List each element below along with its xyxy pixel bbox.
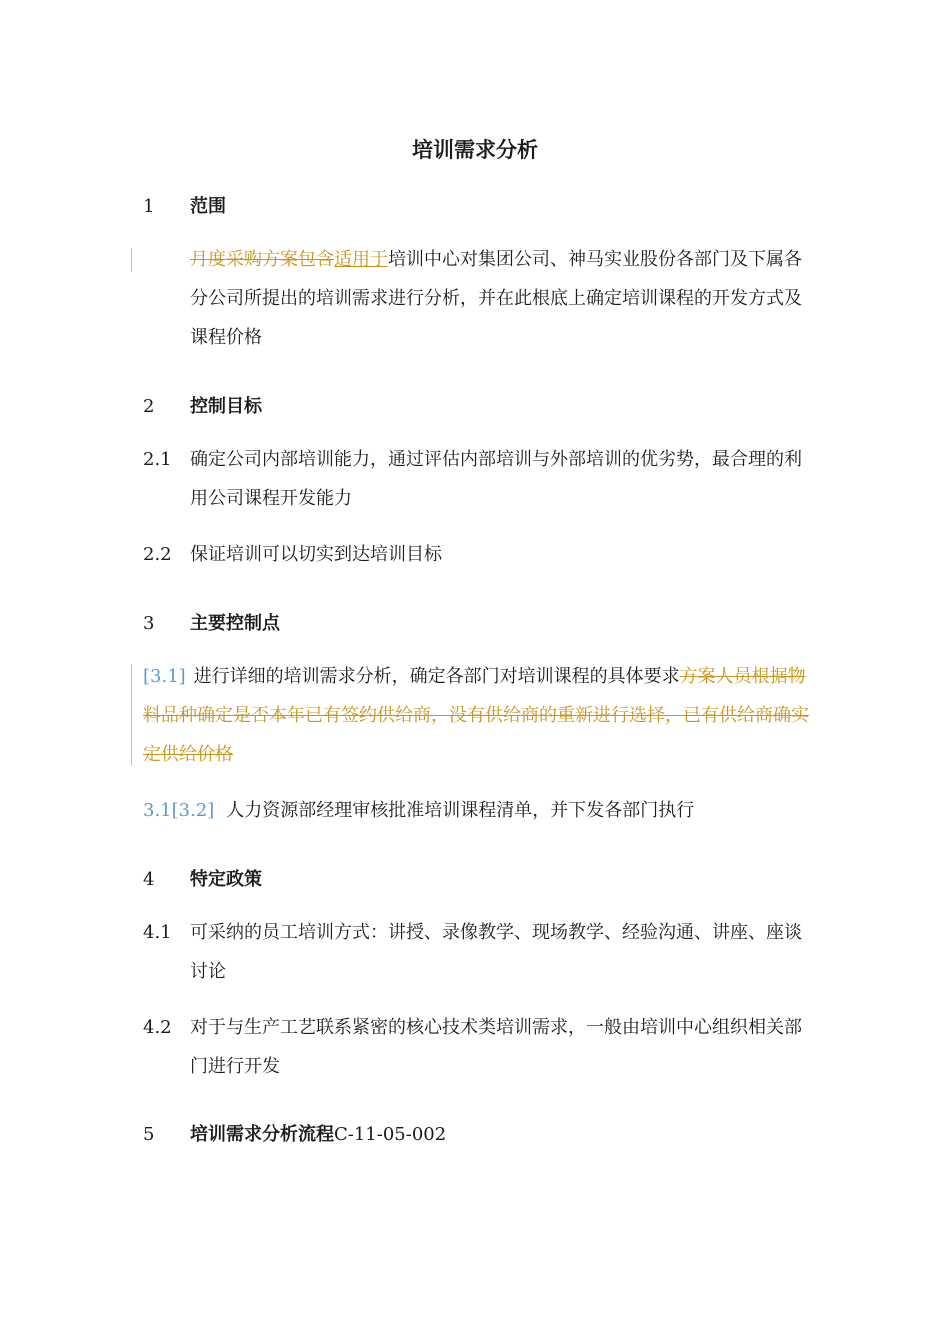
- process-code: C-11-05-002: [334, 1124, 447, 1145]
- section-5-heading: [143, 1120, 446, 1146]
- section-title: 主要控制点: [190, 613, 280, 634]
- section-2-heading: [143, 392, 262, 418]
- list-item-3-1: [143, 657, 815, 774]
- reference-marker: [3.1]: [143, 666, 186, 687]
- item-number: 2.1: [143, 449, 172, 470]
- section-4-heading: [143, 865, 262, 891]
- section-number: 5: [143, 1124, 155, 1145]
- list-item-2-2: [143, 535, 815, 574]
- change-bar: [131, 664, 132, 766]
- list-item-2-1: [143, 440, 815, 518]
- item-number: 4.2: [143, 1017, 172, 1038]
- item-text: 可采纳的员工培训方式：讲授、录像教学、现场教学、经验沟通、讲座、座谈讨论: [190, 922, 802, 982]
- item-text: 保证培训可以切实到达培训目标: [190, 544, 442, 565]
- section-title: 特定政策: [190, 869, 262, 890]
- item-text: 对于与生产工艺联系紧密的核心技术类培训需求，一般由培训中心组织相关部门进行开发: [190, 1017, 802, 1077]
- inserted-text: 适用于: [334, 249, 388, 270]
- section-number: 4: [143, 869, 155, 890]
- item-number: 4.1: [143, 922, 172, 943]
- section-1-heading: [143, 192, 226, 218]
- section-number: 1: [143, 196, 155, 217]
- section-title: 控制目标: [190, 396, 262, 417]
- item-text: 人力资源部经理审核批准培训课程清单，并下发各部门执行: [226, 800, 695, 821]
- section-1-body: [190, 240, 815, 357]
- section-3-heading: [143, 609, 280, 635]
- list-item-4-1: [143, 913, 815, 991]
- deleted-text: 月度采购方案包含: [190, 249, 334, 270]
- deleted-text: 方案人员根据物料品种确定是否本年已有签约供给商，没有供给商的重新进行选择，已有供给商确实定供给价格: [143, 666, 809, 765]
- list-item-4-2: [143, 1008, 815, 1086]
- section-title: 范围: [190, 196, 226, 217]
- section-number: 2: [143, 396, 155, 417]
- reference-marker: 3.1[3.2]: [143, 800, 215, 821]
- item-text: 进行详细的培训需求分析，确定各部门对培训课程的具体要求: [193, 666, 680, 687]
- body-text: 培训中心对集团公司、神马实业股份各部门及下属各分公司所提出的培训需求进行分析，并在此根底上确定培训课程的开发方式及课程价格: [190, 249, 802, 348]
- item-text: 确定公司内部培训能力，通过评估内部培训与外部培训的优劣势，最合理的利用公司课程开发能力: [190, 449, 802, 509]
- list-item-3-2: [143, 791, 815, 830]
- section-title: 培训需求分析流程: [190, 1124, 334, 1145]
- document-title: 培训需求分析: [412, 138, 538, 162]
- section-number: 3: [143, 613, 155, 634]
- item-3-1-content: [143, 657, 815, 774]
- change-bar: [131, 248, 132, 272]
- item-number: 2.2: [143, 544, 172, 565]
